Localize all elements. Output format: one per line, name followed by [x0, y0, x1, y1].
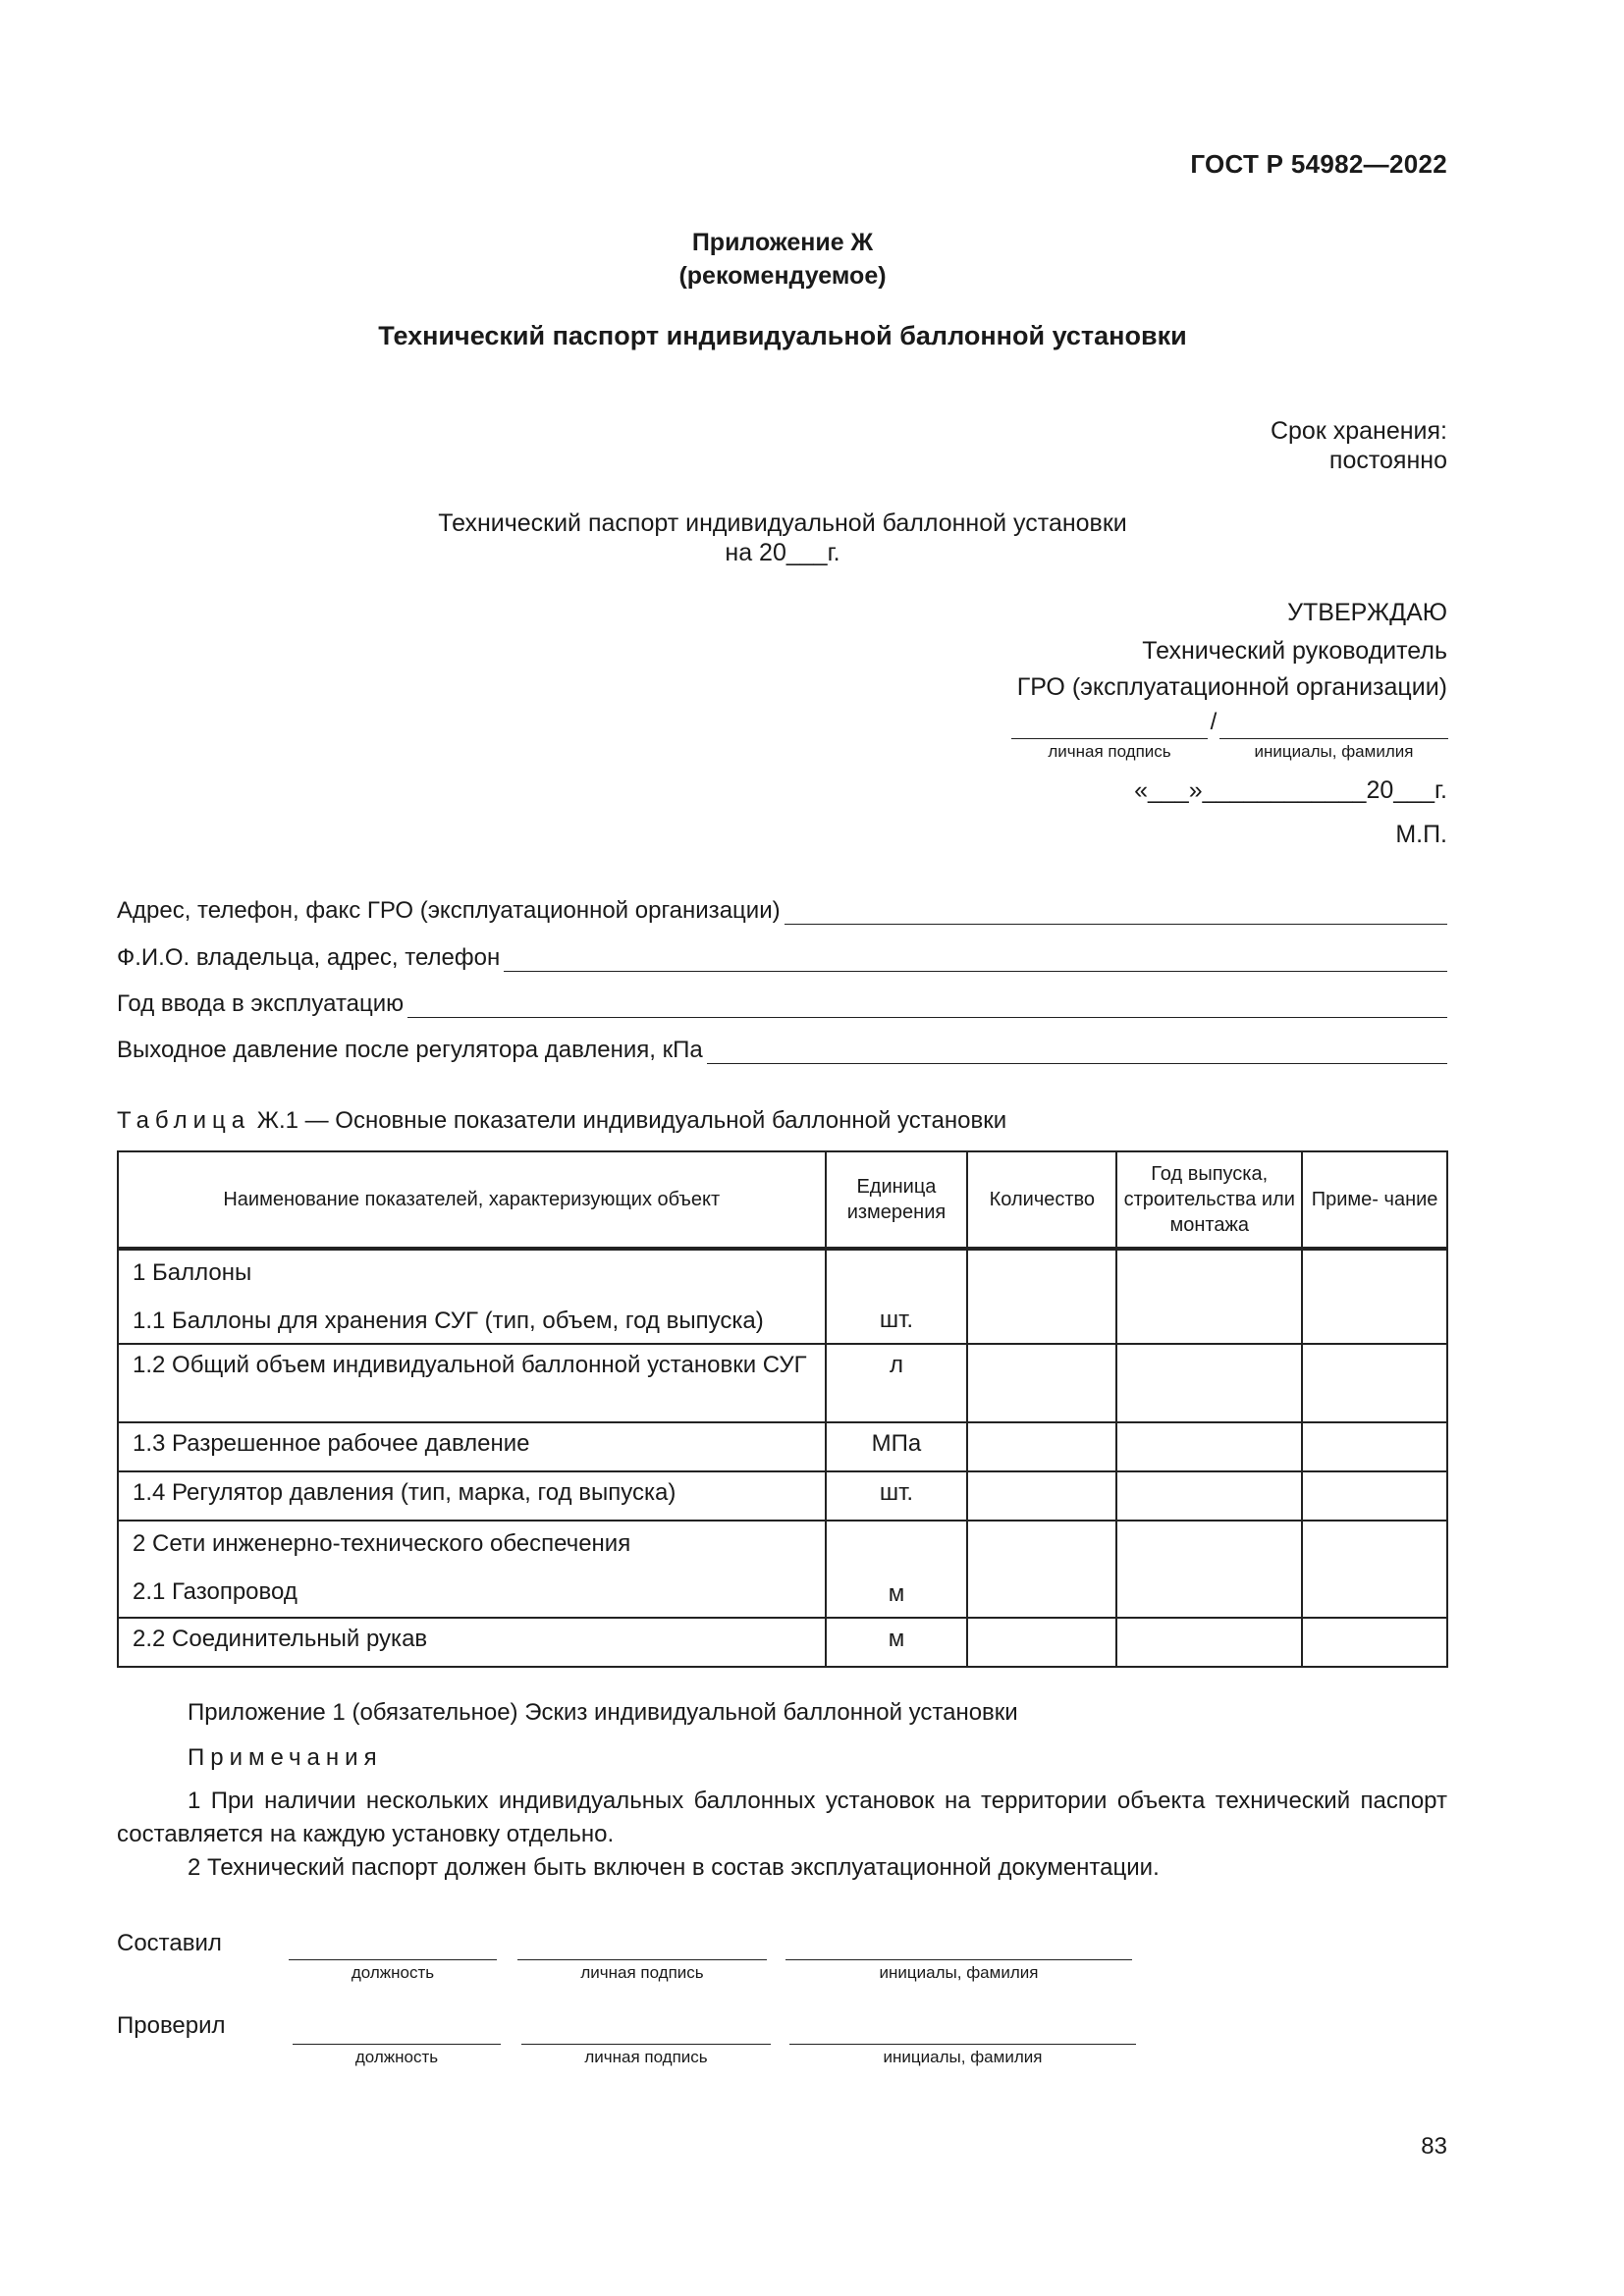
approve-label: УТВЕРЖДАЮ: [1287, 599, 1447, 626]
checked-name-caption: инициалы, фамилия: [883, 2048, 1043, 2066]
row-year[interactable]: [1116, 1618, 1302, 1667]
row-unit: шт.: [826, 1471, 968, 1521]
compiled-signature-field[interactable]: [517, 1930, 767, 1960]
field-label: Год ввода в эксплуатацию: [117, 990, 405, 1017]
doc-title-line1: Технический паспорт индивидуальной баллонной установки: [438, 509, 1127, 537]
row-quantity[interactable]: [967, 1618, 1116, 1667]
row-quantity[interactable]: [967, 1249, 1116, 1344]
table-caption-word: Таблица: [117, 1107, 251, 1134]
row-name-line2: 1.1 Баллоны для хранения СУГ (тип, объем, год выпуска): [133, 1308, 764, 1334]
field-outlet-pressure[interactable]: [117, 1033, 1447, 1064]
field-commissioning-year[interactable]: [117, 987, 1447, 1018]
attachment-line: [117, 1696, 1447, 1730]
row-quantity[interactable]: [967, 1422, 1116, 1471]
header-name: Наименование показателей, характеризующих объект: [118, 1151, 826, 1249]
field-gro-address[interactable]: [117, 893, 1447, 925]
checked-name-field[interactable]: [789, 2014, 1136, 2045]
field-line[interactable]: [707, 1040, 1447, 1064]
row-name: 1.2 Общий объем индивидуальной баллонной установки СУГ: [118, 1344, 826, 1422]
approver-signature-field[interactable]: [1011, 709, 1208, 739]
row-note[interactable]: [1302, 1422, 1447, 1471]
approver-signature-caption: личная подпись: [1048, 742, 1171, 761]
compiled-position-caption: должность: [351, 1963, 435, 1982]
row-name-line1: 2 Сети инженерно-технического обеспечения: [133, 1530, 631, 1557]
approver-name-caption: инициалы, фамилия: [1254, 742, 1414, 761]
row-name: 2.2 Соединительный рукав: [118, 1618, 826, 1667]
compiled-signature-caption: личная подпись: [580, 1963, 704, 1982]
table-row: [118, 1249, 1447, 1344]
field-label: Ф.И.О. владельца, адрес, телефон: [117, 944, 501, 971]
row-name: 1.3 Разрешенное рабочее давление: [118, 1422, 826, 1471]
row-quantity[interactable]: [967, 1471, 1116, 1521]
note-item: [117, 1785, 1447, 1851]
field-owner[interactable]: [117, 940, 1447, 972]
compiled-label: Составил: [117, 1930, 222, 1956]
field-label: Выходное давление после регулятора давления, кПа: [117, 1037, 703, 1063]
checked-position-field[interactable]: [293, 2014, 501, 2045]
signature-slash: /: [1210, 709, 1218, 735]
row-year[interactable]: [1116, 1422, 1302, 1471]
appendix-title: Приложение Ж: [691, 229, 874, 256]
row-unit: м: [826, 1618, 968, 1667]
table-header-row: [118, 1151, 1447, 1249]
table-caption-text: Ж.1 — Основные показатели индивидуальной баллонной установки: [250, 1107, 1007, 1134]
compiled-position-field[interactable]: [289, 1930, 497, 1960]
row-name-line1: 1 Баллоны: [133, 1259, 252, 1286]
page-number: 83: [1421, 2133, 1447, 2160]
table-row: [118, 1521, 1447, 1618]
field-line[interactable]: [504, 947, 1447, 972]
row-note[interactable]: [1302, 1471, 1447, 1521]
row-unit: л: [826, 1344, 968, 1422]
row-year[interactable]: [1116, 1521, 1302, 1618]
row-unit: м: [826, 1521, 968, 1618]
row-note[interactable]: [1302, 1344, 1447, 1422]
note-item-text: 2 Технический паспорт должен быть включен в состав эксплуатационной документации.: [188, 1854, 1160, 1881]
field-label: Адрес, телефон, факс ГРО (эксплуатационной организации): [117, 897, 781, 924]
appendix-heading: Технический паспорт индивидуальной баллонной установки: [378, 321, 1187, 350]
storage-label: Срок хранения:: [1270, 417, 1447, 445]
row-year[interactable]: [1116, 1344, 1302, 1422]
attachment-text: Приложение 1 (обязательное) Эскиз индивидуальной баллонной установки: [188, 1699, 1018, 1726]
table-row: [118, 1344, 1447, 1422]
row-unit: МПа: [826, 1422, 968, 1471]
table-caption: [117, 1107, 1006, 1135]
standard-number: ГОСТ Р 54982—2022: [1190, 149, 1447, 179]
approval-date[interactable]: «___»____________20___г.: [1134, 776, 1447, 804]
row-year[interactable]: [1116, 1249, 1302, 1344]
stamp-label: М.П.: [1395, 821, 1447, 848]
header-quantity: Количество: [967, 1151, 1116, 1249]
approver-name-field[interactable]: [1219, 709, 1448, 739]
row-unit: шт.: [826, 1249, 968, 1344]
table-row: [118, 1618, 1447, 1667]
checked-signature-field[interactable]: [521, 2014, 771, 2045]
header-unit: Единица измерения: [826, 1151, 968, 1249]
note-item: [117, 1851, 1447, 1885]
approver-position-1: Технический руководитель: [1142, 637, 1447, 665]
checked-position-caption: должность: [354, 2048, 439, 2066]
row-quantity[interactable]: [967, 1344, 1116, 1422]
approver-signature-line[interactable]: [1011, 709, 1448, 740]
field-line[interactable]: [785, 900, 1447, 925]
header-note: Приме- чание: [1302, 1151, 1447, 1249]
notes-title: [117, 1741, 1447, 1775]
note-item-text: 1 При наличии нескольких индивидуальных баллонных установок на территории объекта технический паспорт составляется на каждую установку отдельно.: [117, 1788, 1447, 1847]
appendix-status: (рекомендуемое): [678, 262, 887, 290]
checked-label: Проверил: [117, 2012, 226, 2039]
notes-title-text: Примечания: [188, 1744, 383, 1771]
row-quantity[interactable]: [967, 1521, 1116, 1618]
approver-position-2: ГРО (эксплуатационной организации): [1016, 673, 1447, 701]
field-line[interactable]: [407, 993, 1447, 1018]
storage-value: постоянно: [1328, 447, 1447, 474]
row-note[interactable]: [1302, 1249, 1447, 1344]
compiled-name-caption: инициалы, фамилия: [879, 1963, 1039, 1982]
table-row: [118, 1471, 1447, 1521]
row-name: [118, 1521, 826, 1618]
table-row: [118, 1422, 1447, 1471]
row-note[interactable]: [1302, 1521, 1447, 1618]
checked-signature-caption: личная подпись: [584, 2048, 708, 2066]
row-name: [118, 1249, 826, 1344]
row-note[interactable]: [1302, 1618, 1447, 1667]
row-name-line2: 2.1 Газопровод: [133, 1578, 298, 1605]
indicators-table: [117, 1150, 1448, 1668]
compiled-name-field[interactable]: [785, 1930, 1132, 1960]
header-year: Год выпуска, строительства или монтажа: [1116, 1151, 1302, 1249]
row-name: 1.4 Регулятор давления (тип, марка, год выпуска): [118, 1471, 826, 1521]
doc-title-line2: на 20___г.: [725, 539, 840, 566]
row-year[interactable]: [1116, 1471, 1302, 1521]
